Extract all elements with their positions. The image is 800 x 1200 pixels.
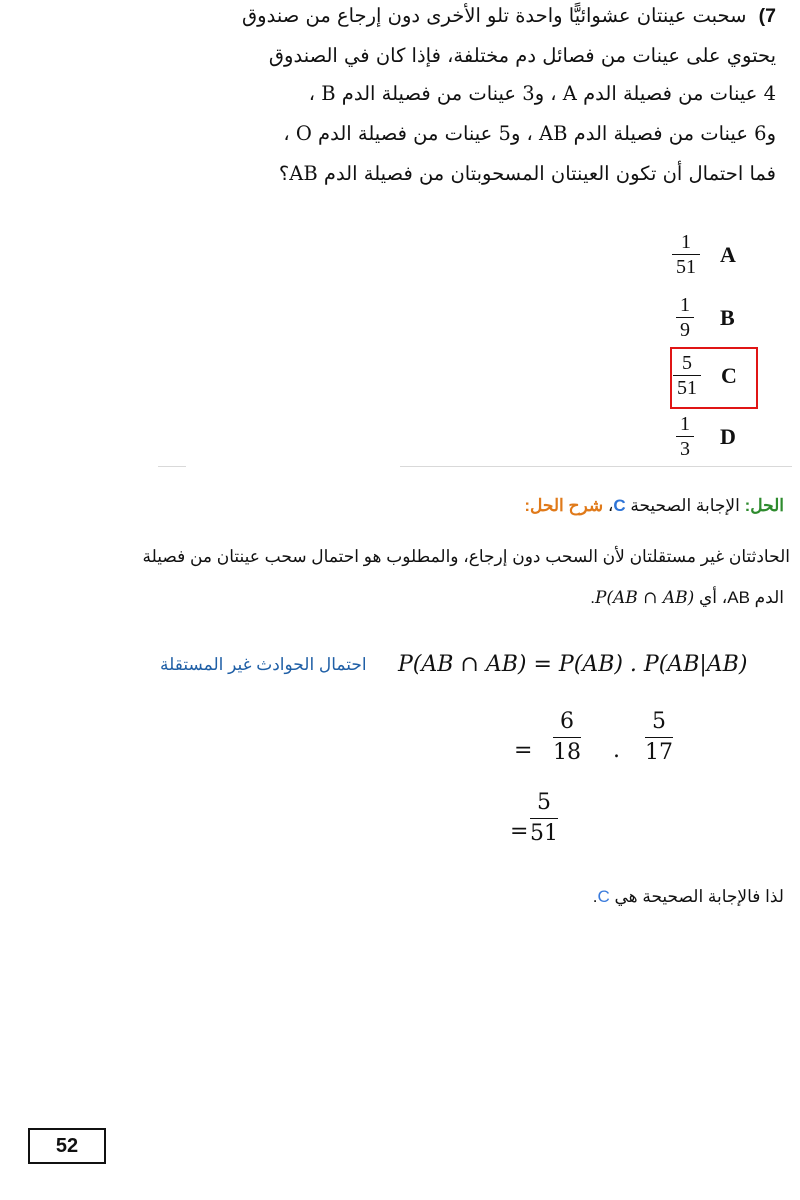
- choice-a-letter: A: [720, 241, 736, 267]
- solution-paragraph-line-2: [590, 588, 784, 608]
- fraction-1-denominator: 18: [553, 737, 581, 764]
- choice-c-letter: C: [721, 362, 737, 388]
- fraction-3-denominator: 51: [530, 818, 558, 845]
- solution-para-text: الدم AB، أي: [698, 588, 784, 607]
- fraction-5-17: [645, 711, 673, 764]
- equals-sign-1: =: [514, 738, 533, 763]
- choice-b-numerator: 1: [680, 294, 690, 316]
- choice-d-fraction: [676, 414, 694, 459]
- fraction-2-denominator: 17: [645, 737, 673, 764]
- solution-paragraph-line-1: الحادثتان غير مستقلتان لأن السحب دون إرجاع، والمطلوب هو احتمال سحب عينتان من فصيلة: [142, 547, 790, 566]
- choice-d[interactable]: [676, 414, 744, 459]
- question-number: 7): [758, 5, 776, 27]
- separator-left: [158, 466, 186, 467]
- solution-answer-letter: C: [613, 496, 626, 515]
- choice-a-fraction: [672, 232, 700, 277]
- solution-comma: ،: [607, 496, 614, 515]
- choice-a-numerator: 1: [681, 231, 691, 253]
- page-number: 52: [55, 1134, 79, 1157]
- selected-answer-highlight: [670, 347, 758, 409]
- choice-b-denominator: 9: [676, 317, 694, 340]
- solution-para-math: P(AB ∩ AB): [594, 588, 695, 608]
- equals-sign-2: =: [510, 819, 529, 844]
- equation-line-1: P(AB ∩ AB) = P(AB) . P(AB|AB): [398, 652, 748, 677]
- multiply-dot: .: [613, 738, 620, 763]
- solution-answer-text: الإجابة الصحيحة: [630, 496, 740, 515]
- choice-c-denominator: 51: [673, 375, 701, 398]
- choice-d-numerator: 1: [680, 413, 690, 435]
- question-line-3: 4 عينات من فصيلة الدم A ، و3 عينات من فصيلة الدم B ،: [308, 82, 776, 105]
- question-line-1: [96, 4, 776, 28]
- solution-label: الحل:: [744, 496, 784, 515]
- solution-explain-label: شرح الحل:: [524, 496, 604, 515]
- fraction-3-numerator: 5: [537, 790, 551, 815]
- choice-d-denominator: 3: [676, 436, 694, 459]
- conclusion-letter: C: [597, 887, 610, 906]
- fraction-5-51: [530, 792, 558, 845]
- separator-right: [400, 466, 792, 467]
- choice-a[interactable]: [672, 232, 744, 277]
- fraction-1-numerator: 6: [560, 709, 574, 734]
- fraction-6-18: [553, 711, 581, 764]
- choice-d-letter: D: [720, 423, 736, 449]
- question-line-5: فما احتمال أن تكون العينتان المسحوبتان من فصيلة الدم AB؟: [278, 162, 776, 185]
- solution-para-end: .: [590, 588, 595, 607]
- solution-header: [524, 496, 784, 516]
- page-number-box: [28, 1128, 106, 1164]
- fraction-2-numerator: 5: [652, 709, 666, 734]
- choice-b-letter: B: [720, 304, 735, 330]
- conclusion-end: .: [592, 887, 598, 906]
- choice-b-fraction: [676, 295, 694, 340]
- choice-a-denominator: 51: [672, 254, 700, 277]
- question-line-4: و6 عينات من فصيلة الدم AB ، و5 عينات من فصيلة الدم O ،: [283, 122, 776, 145]
- equation-note: احتمال الحوادث غير المستقلة: [160, 655, 367, 674]
- conclusion-line: [593, 887, 784, 907]
- question-line-2: يحتوي على عينات من فصائل دم مختلفة، فإذا كان في الصندوق: [268, 44, 776, 67]
- choice-b[interactable]: [676, 295, 744, 340]
- choice-c-numerator: 5: [682, 352, 692, 374]
- question-text-1: سحبت عينتان عشوائيًّا واحدة تلو الأخرى دون إرجاع من صندوق: [242, 4, 747, 27]
- conclusion-text: لذا فالإجابة الصحيحة هي: [614, 887, 784, 906]
